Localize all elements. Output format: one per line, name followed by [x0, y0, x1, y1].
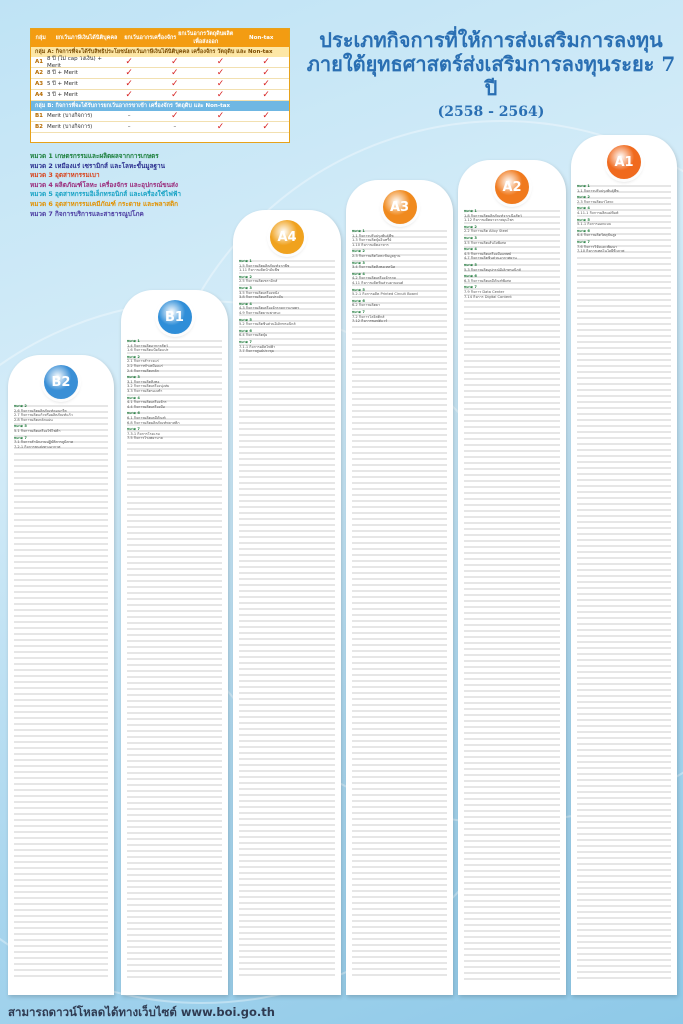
section-heading: หมวด 3: [239, 285, 252, 290]
check-icon: ✓: [262, 57, 270, 67]
incentive-criteria-table: [30, 28, 290, 143]
column-list: [352, 227, 448, 989]
section-heading: หมวด 5: [464, 262, 477, 267]
check-icon: ✓: [262, 111, 270, 121]
check-icon: ✓: [216, 79, 225, 89]
list-item: 4.3 กิจการผลิตเครื่องจักรกลการเกษตร: [239, 306, 300, 311]
section-heading: หมวด 4: [127, 395, 140, 400]
row-description: Merit (บางกิจการ): [46, 113, 93, 119]
row-description: 8 ปี + Merit: [46, 70, 78, 76]
group-badge-a1: A1: [607, 145, 641, 179]
section-heading: หมวด 3: [127, 375, 140, 380]
dash-mark: –: [173, 124, 177, 130]
list-item: 4.2 กิจการผลิตเครื่องจักรกล: [352, 276, 396, 281]
table-row: [31, 90, 289, 101]
list-item: 7.3.1 กิจการโรงแรม: [127, 431, 160, 436]
section-heading: หมวด 1: [577, 184, 590, 188]
list-item: 6.8 กิจการผลิตผลิตภัณฑ์พลาสติก: [127, 420, 180, 425]
row-description: 8 ปี (ไม่ cap วงเงิน) + Merit: [46, 56, 102, 69]
check-icon: ✓: [171, 90, 179, 100]
category-item: หมวด 4 ผลิตภัณฑ์โลหะ เครื่องจักร และอุปกรณ์ขนส่ง: [30, 180, 179, 189]
list-item: 2.1 กิจการสำรวจแร่: [127, 359, 159, 364]
column-list: [577, 182, 672, 989]
row-description: Merit (บางกิจการ): [46, 124, 93, 130]
section-heading: หมวด 1: [239, 259, 252, 263]
list-item: 7.14 กิจการ Digital Content: [464, 294, 512, 299]
section-heading: หมวด 1: [352, 229, 365, 233]
header-raw-material: ยกเว้นอากรวัตถุดิบผลิตเพื่อส่งออก: [178, 31, 234, 45]
section-heading: หมวด 3: [352, 260, 365, 265]
list-item: 1.5 กิจการผลิตผลิตภัณฑ์จากพืช: [239, 263, 290, 268]
check-icon: ✓: [262, 68, 270, 78]
group-badge-a2: A2: [495, 170, 529, 204]
group-badge-a3: A3: [383, 190, 417, 224]
section-heading: หมวด 5: [239, 317, 252, 322]
category-column-b1: [121, 290, 228, 995]
category-item: หมวด 1 เกษตรกรรมและผลิตผลจากการเกษตร: [30, 152, 159, 160]
check-icon: ✓: [216, 122, 225, 132]
table-row: [31, 57, 289, 68]
section-heading: หมวด 2: [14, 404, 27, 408]
list-item: 5.1 กิจการผลิตเครื่องใช้ไฟฟ้า: [14, 428, 61, 433]
row-description: 5 ปี + Merit: [46, 81, 78, 87]
section-heading: หมวด 6: [464, 274, 477, 279]
list-item: 2.3 กิจการผลิตแร่โลหะ: [577, 199, 614, 204]
check-icon: ✓: [171, 57, 179, 67]
check-icon: ✓: [262, 90, 270, 100]
page-title: [306, 28, 676, 122]
list-item: 1.6 กิจการผลิตแป้งดัดแปร: [127, 348, 169, 353]
section-heading: หมวด 7: [464, 285, 477, 290]
list-item: 5.3 กิจการผลิตอุปกรณ์อิเล็กทรอนิกส์: [464, 267, 521, 272]
list-item: 5.2 กิจการผลิตชิ้นส่วนอิเล็กทรอนิกส์: [239, 322, 296, 327]
column-list: [464, 207, 561, 989]
list-item: 4.5 กิจการผลิตเครื่องมือแพทย์: [464, 251, 512, 256]
list-item: 6.4 กิจการผลิตปุ๋ย: [239, 333, 268, 338]
section-heading: หมวด 7: [577, 239, 590, 244]
section-heading: หมวด 4: [464, 247, 477, 252]
list-item: 3.8 กิจการผลิตเครื่องประดับ: [239, 295, 284, 300]
list-item: 1.8 กิจการผลิตผลิตภัณฑ์จากเนื้อสัตว์: [464, 213, 522, 218]
list-item: 2.4 กิจการผลิตเหล็ก: [127, 368, 159, 373]
category-column-a2: [458, 160, 566, 995]
category-item: หมวด 2 เหมืองแร่ เซรามิกส์ และโลหะขั้นมูลฐาน: [30, 161, 165, 170]
list-item: 2.2 กิจการทำเหมืองแร่: [127, 363, 163, 368]
list-item: 6.4 กิจการผลิตวัสดุขั้นสูง: [577, 233, 617, 238]
list-item: 3.2 กิจการผลิตเครื่องนุ่งห่ม: [127, 384, 170, 389]
table-row: [31, 122, 289, 133]
row-code: B1: [34, 113, 43, 119]
row-code: A2: [34, 70, 44, 76]
table-row: [31, 111, 289, 122]
section-heading: หมวด 2: [127, 354, 140, 359]
section-heading: หมวด 7: [352, 309, 365, 314]
list-item: 2.6 กิจการผลิตผลิตภัณฑ์คอนกรีต: [14, 408, 67, 413]
section-heading: หมวด 4: [577, 206, 590, 211]
section-heading: หมวด 6: [577, 228, 590, 233]
list-item: 7.1 กิจการสำนักงานปฏิบัติการภูมิภาค: [14, 440, 74, 445]
category-item: หมวด 3 อุตสาหกรรมเบา: [30, 171, 100, 180]
section-heading: หมวด 5: [352, 287, 365, 292]
check-icon: ✓: [125, 68, 133, 78]
list-item: 7.12 กิจการซอฟต์แวร์: [352, 319, 388, 324]
check-icon: ✓: [262, 122, 270, 132]
list-item: 1.1 กิจการปรับปรุงพันธุ์พืช: [577, 188, 619, 193]
list-item: 1.1 กิจการปรับปรุงพันธุ์พืช: [352, 233, 394, 238]
column-list: [239, 257, 336, 989]
section-heading: หมวด 2: [352, 249, 365, 254]
group-b-label: กลุ่ม B: กิจการที่จะได้รับการยกเว้นอากรขาเข้า เครื่องจักร วัตถุดิบ และ Non-tax: [31, 101, 289, 111]
section-heading: หมวด 4: [239, 301, 252, 306]
check-icon: ✓: [262, 79, 270, 89]
list-item: 4.1 กิจการผลิตเครื่องจักร: [127, 400, 167, 405]
group-badge-b1: B1: [158, 300, 192, 334]
list-item: 2.2 กิจการผลิต Alloy Steel: [464, 229, 509, 234]
title-line-1: ประเภทกิจการที่ให้การส่งเสริมการลงทุน: [319, 28, 663, 52]
list-item: 7.2 กิจการโลจิสติกส์: [352, 314, 385, 319]
list-item: 7.10 กิจการเทคโนโลยีชีวภาพ: [577, 249, 625, 254]
list-item: 4.9 กิจการผลิตยานพาหนะ: [239, 310, 281, 315]
title-line-2: ภายใต้ยุทธศาสตร์ส่งเสริมการลงทุนระยะ 7 ปี: [306, 52, 676, 100]
column-list: [14, 402, 109, 989]
row-code: B2: [34, 124, 43, 130]
row-code: A1: [34, 59, 44, 65]
row-description: 3 ปี + Merit: [46, 92, 78, 98]
list-item: 7.9 กิจการ Data Center: [464, 289, 505, 294]
section-heading: หมวด 3: [464, 235, 477, 240]
list-item: 3.5 กิจการผลิตเส้นใยพิเศษ: [464, 240, 506, 245]
check-icon: ✓: [171, 111, 179, 121]
dash-mark: –: [127, 113, 131, 119]
list-item: 7.1.1 กิจการผลิตไฟฟ้า: [239, 344, 276, 349]
list-item: 7.7 กิจการศูนย์ประชุม: [239, 349, 275, 354]
check-icon: ✓: [125, 79, 133, 89]
list-item: 4.11.1 กิจการผลิตแม่พิมพ์: [577, 210, 619, 215]
category-item: หมวด 6 อุตสาหกรรมเคมีภัณฑ์ กระดาษ และพลาสติก: [30, 199, 179, 208]
section-heading: หมวด 5: [14, 424, 27, 429]
table-header: [31, 29, 289, 47]
check-icon: ✓: [216, 57, 225, 67]
list-item: 1.11 กิจการผลิตน้ำมันพืช: [239, 268, 280, 273]
section-heading: หมวด 5: [577, 217, 590, 222]
header-non-tax: Non-tax: [249, 35, 274, 41]
category-column-a1: [571, 135, 677, 995]
list-item: 1.4 กิจการผลิตอาหารสัตว์: [127, 343, 168, 348]
section-heading: หมวด 7: [14, 435, 27, 440]
header-machinery: ยกเว้นอากรเครื่องจักร: [124, 35, 177, 41]
list-item: 5.1.1 กิจการออกแบบ: [577, 222, 612, 227]
section-heading: หมวด 7: [239, 339, 252, 344]
section-heading: หมวด 1: [127, 339, 140, 343]
list-item: 3.1 กิจการผลิตสิ่งทอ: [127, 379, 160, 384]
list-item: 5.2.1 กิจการผลิต Printed Circuit Board: [352, 292, 418, 297]
check-icon: ✓: [125, 57, 133, 67]
category-item: หมวด 5 อุตสาหกรรมอิเล็กทรอนิกส์ และเครื่องใช้ไฟฟ้า: [30, 190, 181, 199]
row-code: A4: [34, 92, 44, 98]
header-group: กลุ่ม: [35, 35, 46, 41]
list-item: 4.11 กิจการผลิตชิ้นส่วนยานยนต์: [352, 280, 404, 285]
group-a-label: กลุ่ม A: กิจการที่จะได้รับสิทธิประโยชน์ยกเว้นภาษีเงินได้นิติบุคคล เครื่องจักร วัตถุดิบ และ Non-tax: [31, 47, 289, 57]
list-item: 2.3 กิจการผลิตโลหะขั้นมูลฐาน: [352, 253, 401, 258]
title-years: (2558 - 2564): [437, 104, 545, 120]
list-item: 6.2 กิจการผลิตยา: [352, 303, 381, 308]
category-column-b2: [8, 355, 114, 995]
check-icon: ✓: [216, 90, 225, 100]
list-item: 7.2.1 กิจการขนส่งทางอากาศ: [14, 444, 61, 449]
list-item: 6.1 กิจการผลิตเคมีภัณฑ์: [127, 415, 166, 420]
list-item: 2.7 กิจการผลิตแก้วหรือผลิตภัณฑ์แก้ว: [14, 413, 73, 418]
download-footer: สามารถดาวน์โหลดได้ทางเว็บไซต์ www.boi.go.th: [8, 1005, 275, 1019]
list-item: 3.5 กิจการผลิตเครื่องหนัง: [239, 290, 279, 295]
section-heading: หมวด 2: [239, 274, 252, 279]
group-badge-b2: B2: [44, 365, 78, 399]
header-cit: ยกเว้นภาษีเงินได้นิติบุคคล: [55, 35, 118, 41]
list-item: 4.7 กิจการผลิตชิ้นส่วนอากาศยาน: [464, 256, 517, 261]
section-heading: หมวด 1: [464, 209, 477, 213]
check-icon: ✓: [216, 68, 225, 78]
check-icon: ✓: [216, 111, 225, 121]
list-item: 2.5 กิจการผลิตเซรามิกส์: [239, 279, 278, 284]
list-item: 7.5 กิจการโรงพยาบาล: [127, 436, 163, 441]
check-icon: ✓: [171, 79, 179, 89]
list-item: 1.10 กิจการผลิตอาหาร: [352, 242, 389, 247]
row-code: A3: [34, 81, 44, 87]
table-row: [31, 68, 289, 79]
check-icon: ✓: [171, 68, 179, 78]
check-icon: ✓: [125, 90, 133, 100]
section-heading: หมวด 7: [127, 427, 140, 432]
dash-mark: –: [127, 124, 131, 130]
group-badge-a4: A4: [270, 220, 304, 254]
category-column-a3: [346, 180, 453, 995]
section-heading: หมวด 6: [127, 411, 140, 416]
section-heading: หมวด 6: [352, 298, 365, 303]
section-heading: หมวด 2: [464, 224, 477, 229]
list-item: 3.3 กิจการผลิตรองเท้า: [127, 388, 163, 393]
section-heading: หมวด 2: [577, 195, 590, 200]
list-item: 1.12 กิจการผลิตยาจากสมุนไพร: [464, 218, 514, 223]
list-item: 4.4 กิจการผลิตเครื่องมือ: [127, 404, 165, 409]
category-column-a4: [233, 210, 341, 995]
section-heading: หมวด 4: [352, 271, 365, 276]
category-item: หมวด 7 กิจการบริการและสาธารณูปโภค: [30, 209, 144, 218]
table-row: [31, 79, 289, 90]
column-list: [127, 337, 223, 989]
list-item: 1.3 กิจการผลิตปุ๋ยอินทรีย์: [352, 238, 392, 243]
list-item: 6.3 กิจการผลิตเคมีภัณฑ์พิเศษ: [464, 278, 511, 283]
list-item: 2.8 กิจการผลิตเหล็กแผ่น: [14, 417, 53, 422]
list-item: 3.4 กิจการผลิตสิ่งทอเทคนิค: [352, 265, 396, 270]
list-item: 7.6 กิจการวิจัยและพัฒนา: [577, 244, 618, 249]
section-heading: หมวด 6: [239, 328, 252, 333]
